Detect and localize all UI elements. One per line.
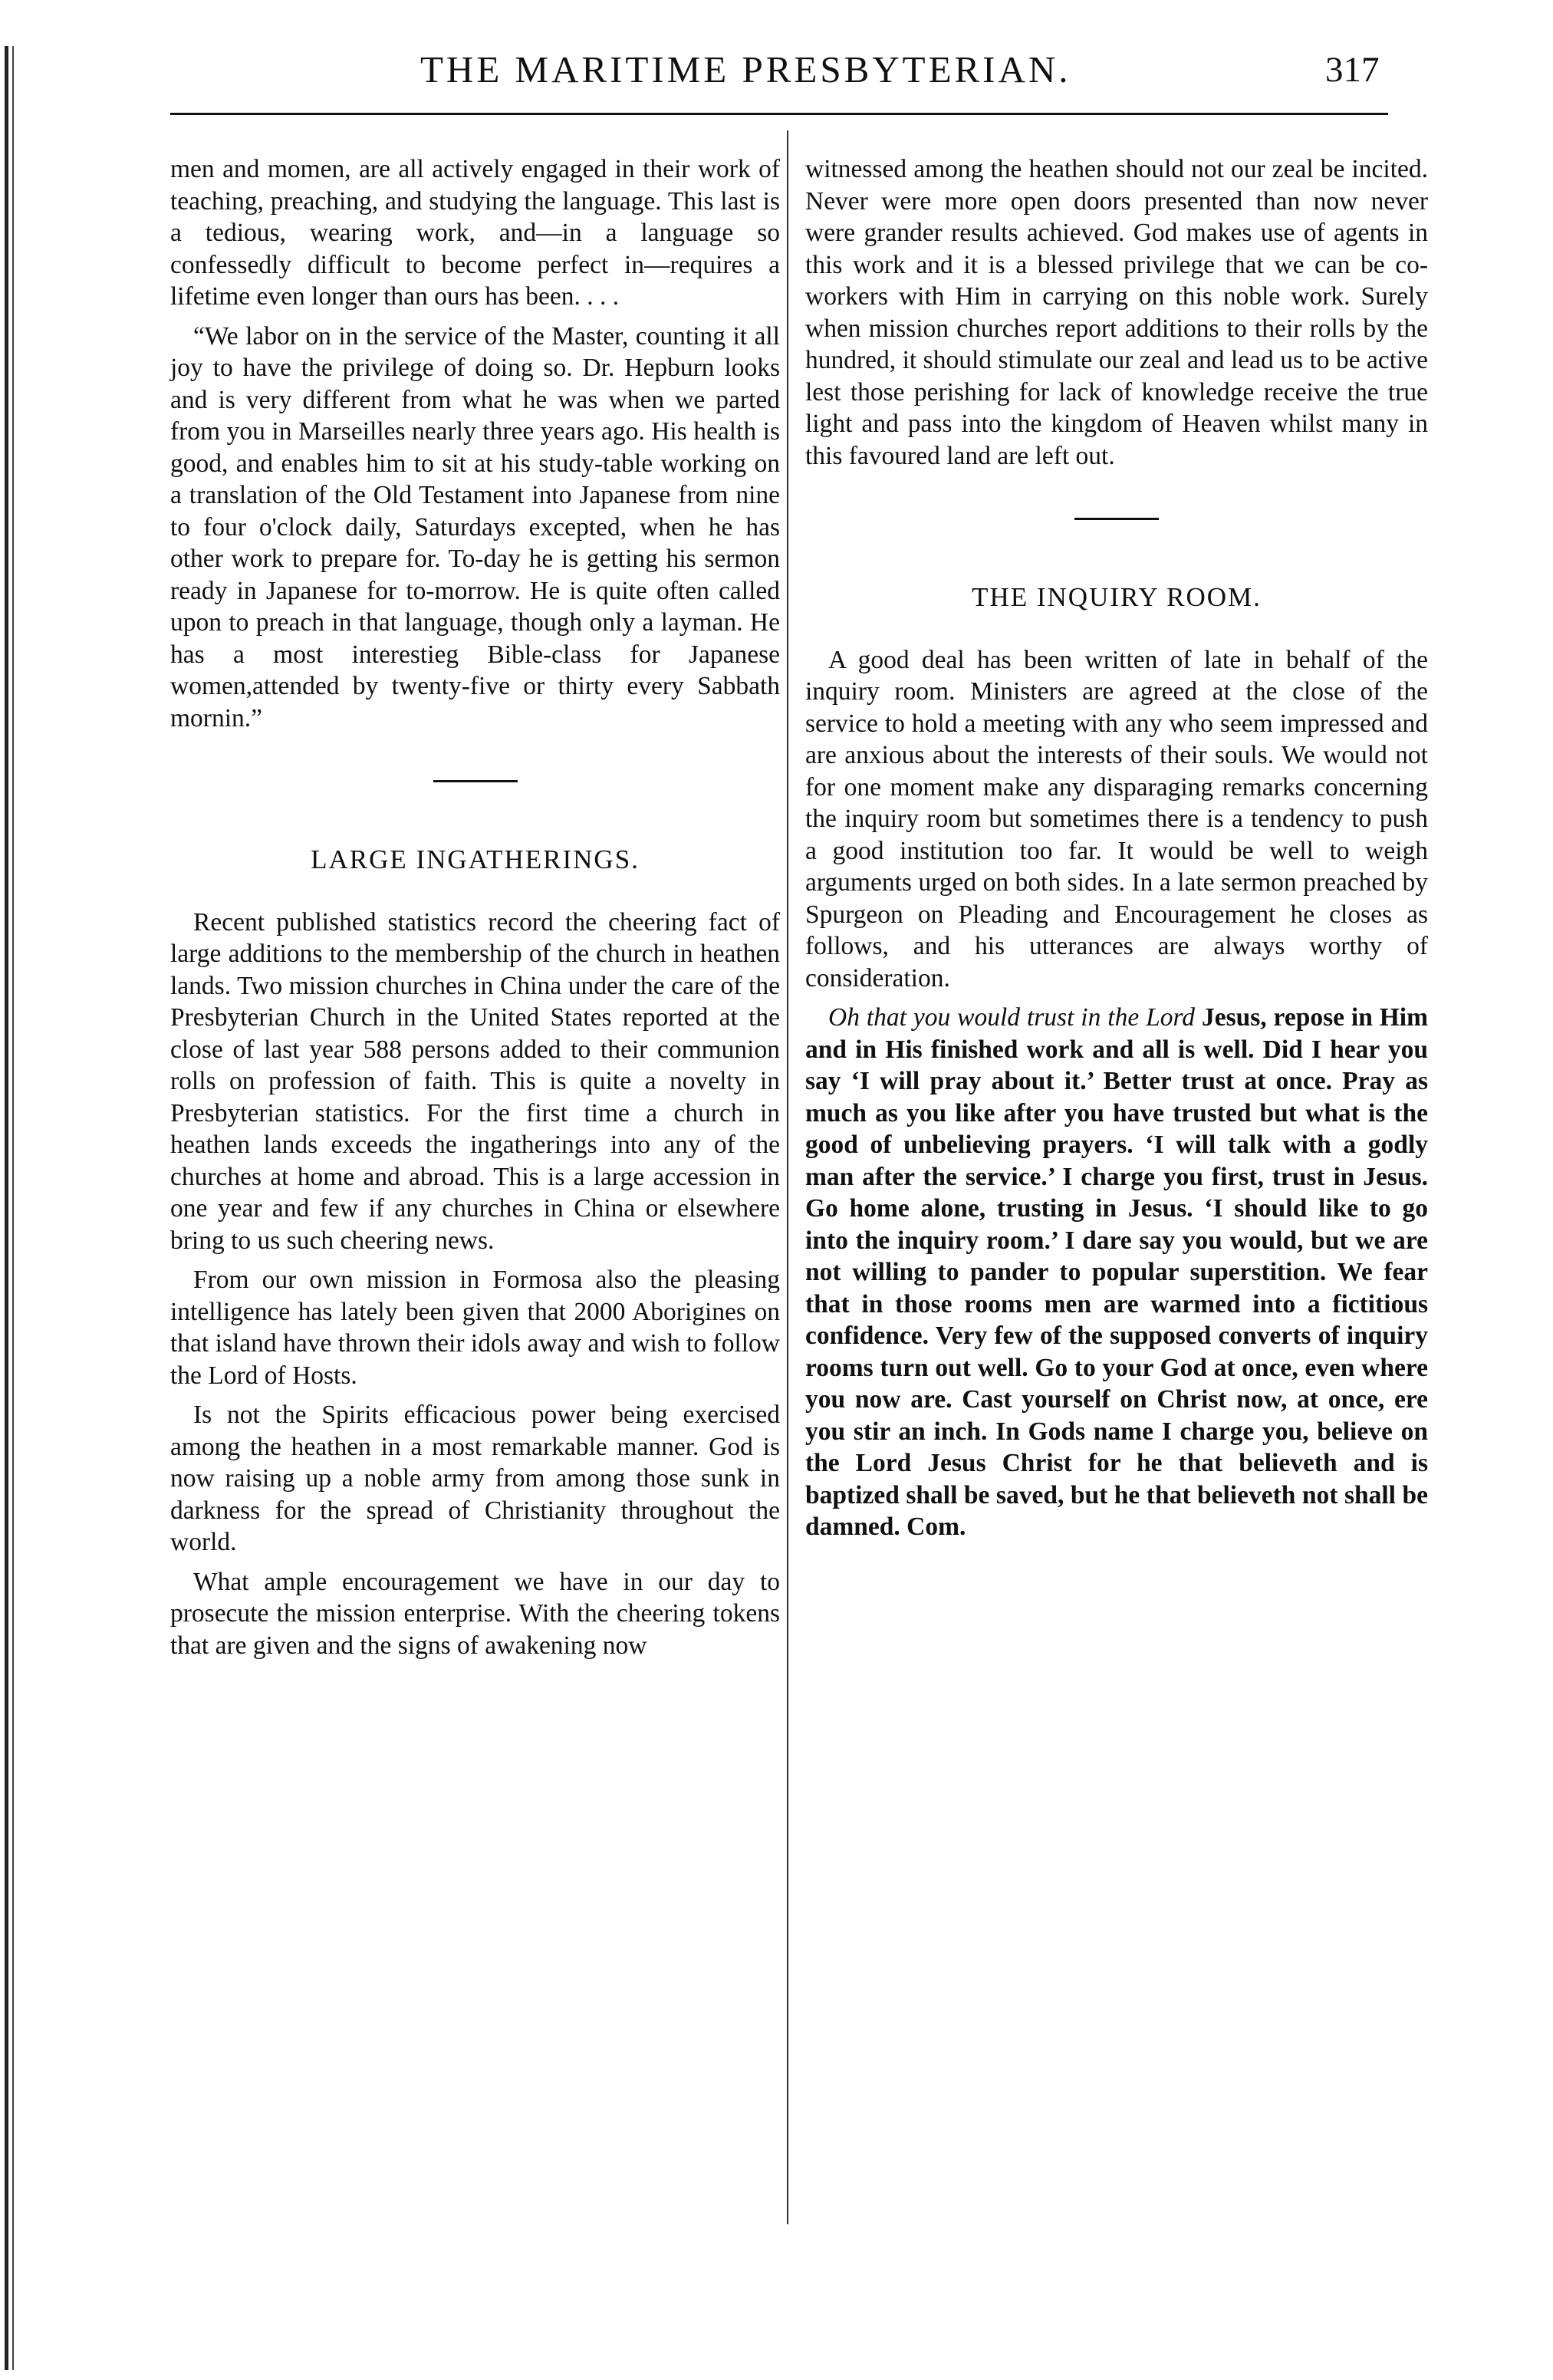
section-separator bbox=[1074, 518, 1159, 520]
column-divider bbox=[787, 130, 788, 2224]
publication-title: THE MARITIME PRESBYTERIAN. bbox=[420, 48, 1071, 91]
section-separator bbox=[433, 780, 518, 782]
paragraph: A good deal has been written of late in behalf of the inquiry room. Ministers are agreed at the close of the service to hold a meeting with any who seem impressed and are anxious about the interests of their souls. We would not for one moment make any disparaging remarks concerning the inquiry room but sometimes there is a tendency to push a good institution too far. It would be well to weigh arguments urged on both sides. In a late sermon preached by Spurgeon on Pleading and Encouragement he closes as follows, and his utterances are always worthy of consideration. bbox=[805, 645, 1428, 992]
paragraph: “We labor on in the service of the Master, counting it all joy to have the privilege of doing so. Dr. Hepburn looks and is very different from what he was when we parted from you in Marseilles nearly three years ago. His health is good, and enables him to sit at his study-table working on a translation of the Old Testament into Japanese from nine to four o'clock daily, Saturdays excepted, when he has other work to prepare for. To-day he is getting his sermon ready in Japanese for to-morrow. He is quite often called upon to preach in that language, though only a layman. He has a most interestieg Bible-class for Japanese women,attended by twenty-five or thirty every Sabbath mornin.” bbox=[170, 321, 780, 732]
scan-edge-line bbox=[12, 46, 14, 2370]
paragraph: From our own mission in Formosa also the pleasing intelligence has lately been given that 2000 Aborigines on that island have thrown their idols away and wish to follow the Lord of Hosts. bbox=[170, 1266, 780, 1390]
section-title-inquiry-room: THE INQUIRY ROOM. bbox=[972, 582, 1262, 612]
quote-body: Jesus, repose in Him and in His finished work and all is well. Did I hear you say ‘I will pray about it.’ Better trust at once. Pray as much as you like after you have trusted but what is the good of unbelieving prayers. ‘I will talk with a godly man after the service.’ I charge you first, trust in Jesus. Go home alone, trusting in Jesus. ‘I should like to go into the inquiry room.’ I dare say you would, but we are not willing to pander to popular superstition. We fear that in those rooms men are warmed into a fictitious confidence. Very few of the supposed converts of inquiry rooms turn out well. Go to your God at once, even where you now are. Cast yourself on Christ now, at once, ere you stir an inch. In Gods name I charge you, believe on the Lord Jesus Christ for he that believeth and is baptized shall be saved, but he that believeth not shall be damned. Com. bbox=[805, 1003, 1429, 1541]
left-column bbox=[170, 153, 780, 1669]
header-rule bbox=[170, 113, 1388, 115]
scan-edge-shadow bbox=[5, 46, 8, 2370]
right-column bbox=[805, 153, 1428, 1551]
paragraph: Is not the Spirits efficacious power being exercised among the heathen in a most remarkable manner. God is now raising up a noble army from among those sunk in darkness for the spread of Christianity throughout the world. bbox=[170, 1401, 780, 1556]
paragraph: What ample encouragement we have in our day to prosecute the mission enterprise. With the cheering tokens that are given and the signs of awakening now bbox=[170, 1567, 780, 1660]
section-title-large-ingatherings: LARGE INGATHERINGS. bbox=[311, 844, 640, 874]
page-number: 317 bbox=[1325, 50, 1380, 90]
quoted-sermon bbox=[805, 1002, 1428, 1543]
paragraph: Recent published statistics record the cheering fact of large additions to the membership of the church in heathen lands. Two mission churches in China under the care of the Presbyterian Church in the United States reported at the close of last year 588 persons added to their communion rolls on profession of faith. This is quite a novelty in Presbyterian statistics. For the first time a church in heathen lands exceeds the ingatherings into any of the churches at home and abroad. This is a large accession in one year and few if any churches in China or elsewhere bring to us such cheering news. bbox=[170, 907, 780, 1255]
quote-italic-lead: Oh that you would trust in the Lord bbox=[828, 1003, 1196, 1032]
running-head bbox=[0, 48, 1553, 101]
paragraph: men and momen, are all actively engaged in their work of teaching, preaching, and studying the language. This last is a tedious, wearing work, and—in a language so confessedly difficult to become perfect in—requires a lifetime even longer than ours has been. . . . bbox=[170, 155, 780, 311]
paragraph: witnessed among the heathen should not our zeal be incited. Never were more open doors presented than now never were grander results achieved. God makes use of agents in this work and it is a blessed privilege that we can be co-workers with Him in carrying on this noble work. Surely when mission churches report additions to their rolls by the hundred, it should stimulate our zeal and lead us to be active lest those perishing for lack of knowledge receive the true light and pass into the kingdom of Heaven whilst many in this favoured land are left out. bbox=[805, 155, 1428, 470]
